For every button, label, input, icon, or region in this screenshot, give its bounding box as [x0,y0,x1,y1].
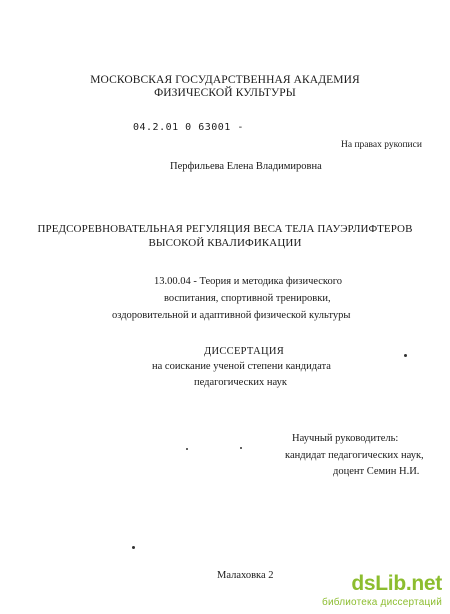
scan-speck [132,546,135,549]
dslib-logo-prefix: dsLib [351,572,406,595]
institution-name-line1: МОСКОВСКАЯ ГОСУДАРСТВЕННАЯ АКАДЕМИЯ [90,74,360,86]
scan-speck [404,354,407,357]
dissertation-title-line2: ВЫСОКОЙ КВАЛИФИКАЦИИ [148,237,302,249]
document-type: ДИССЕРТАЦИЯ [204,346,285,357]
supervisor-degree: кандидат педагогических наук, [285,450,424,461]
manuscript-rights-note: На правах рукописи [341,140,422,150]
specialty-line2: воспитания, спортивной тренировки, [164,293,331,304]
registration-stamp: 04.2.01 0 63001 - [133,122,244,133]
supervisor-name: доцент Семин Н.И. [333,466,420,477]
dslib-subtitle: библиотека диссертаций [322,597,442,608]
dslib-logo-suffix: net [411,572,442,595]
place-and-year: Малаховка 2 [217,570,274,581]
scan-speck [186,448,188,450]
author-name: Перфильева Елена Владимировна [170,161,322,172]
dslib-logo-dot: . [405,572,412,595]
specialty-line3: оздоровительной и адаптивной физической культуры [112,310,351,321]
dslib-watermark [320,572,444,610]
supervisor-label: Научный руководитель: [292,433,399,444]
specialty-line1: 13.00.04 - Теория и методика физического [154,276,343,287]
degree-line2: педагогических наук [194,377,287,388]
scan-speck [240,447,242,449]
degree-line1: на соискание ученой степени кандидата [152,361,331,372]
institution-name-line2: ФИЗИЧЕСКОЙ КУЛЬТУРЫ [154,87,296,99]
dissertation-title-line1: ПРЕДСОРЕВНОВАТЕЛЬНАЯ РЕГУЛЯЦИЯ ВЕСА ТЕЛА ПАУЭРЛИФТЕРОВ [37,223,413,235]
dslib-logo [351,572,442,596]
